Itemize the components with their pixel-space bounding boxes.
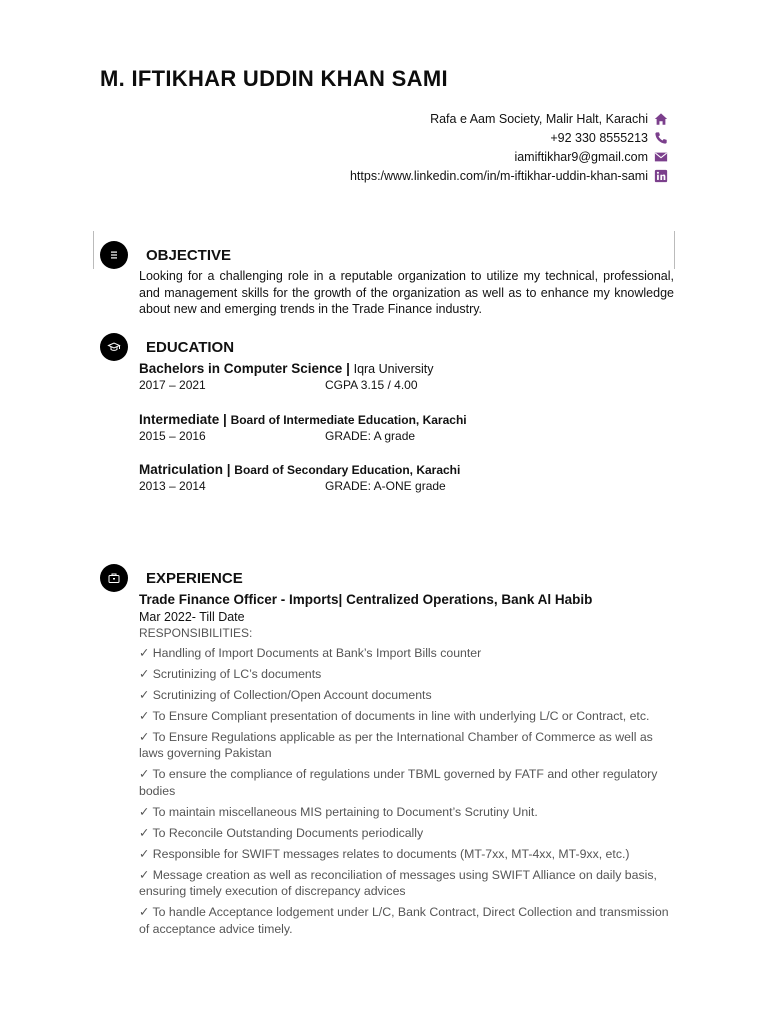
responsibility-item: ✓ To Ensure Compliant presentation of documents in line with underlying L/C or Contract, etc.	[139, 708, 650, 723]
menu-lines-icon	[100, 241, 128, 269]
contact-block	[350, 109, 668, 185]
linkedin-icon	[654, 169, 668, 183]
education-heading: EDUCATION	[146, 339, 235, 356]
education-grade: GRADE: A-ONE grade	[325, 479, 446, 493]
contact-linkedin	[350, 166, 668, 185]
responsibility-item: ✓ Responsible for SWIFT messages relates to documents (MT-7xx, MT-4xx, MT-9xx, etc.)	[139, 846, 630, 861]
contact-email	[350, 147, 668, 166]
phone-text: +92 330 8555213	[550, 130, 648, 145]
responsibility-item: ✓ To handle Acceptance lodgement under L/C, Bank Contract, Direct Collection and transmission of acceptance advice timely.	[139, 905, 669, 936]
responsibility-item: ✓ To Reconcile Outstanding Documents periodically	[139, 825, 424, 840]
degree-name: Matriculation	[139, 462, 224, 477]
education-years: 2013 – 2014	[139, 479, 206, 493]
responsibility-item: ✓ Scrutinizing of LC’s documents	[139, 666, 322, 681]
objective-frame-left	[93, 231, 94, 269]
briefcase-icon	[100, 564, 128, 592]
address-text: Rafa e Aam Society, Malir Halt, Karachi	[430, 111, 648, 126]
education-grade: GRADE: A grade	[325, 429, 416, 443]
education-years: 2015 – 2016	[139, 429, 206, 443]
experience-heading: EXPERIENCE	[146, 570, 243, 587]
separator: |	[223, 462, 235, 477]
education-grade: CGPA 3.15 / 4.00	[325, 378, 418, 392]
responsibility-item: ✓ To Ensure Regulations applicable as per the International Chamber of Commerce as well as laws governing Pakistan	[139, 729, 653, 760]
separator: |	[219, 412, 231, 427]
candidate-name: M. IFTIKHAR UDDIN KHAN SAMI	[100, 66, 448, 91]
contact-phone	[350, 128, 668, 147]
education-entry	[139, 462, 679, 493]
home-icon	[654, 112, 668, 126]
linkedin-text: https:/www.linkedin.com/in/m-iftikhar-uddin-khan-sami	[349, 168, 648, 183]
experience-entry	[139, 592, 679, 937]
responsibility-item: ✓ Handling of Import Documents at Bank’s Import Bills counter	[139, 645, 482, 660]
job-date: Mar 2022- Till Date	[139, 610, 245, 624]
degree-name: Bachelors in Computer Science	[139, 361, 343, 376]
responsibilities-label: RESPONSIBILITIES:	[139, 626, 253, 640]
objective-frame-right	[674, 231, 675, 269]
objective-heading: OBJECTIVE	[146, 247, 232, 264]
institution-name: Board of Intermediate Education, Karachi	[230, 413, 467, 427]
contact-address	[350, 109, 668, 128]
email-text: iamiftikhar9@gmail.com	[514, 149, 648, 164]
graduation-cap-icon	[100, 333, 128, 361]
responsibility-item: ✓ To maintain miscellaneous MIS pertaining to Document’s Scrutiny Unit.	[139, 804, 538, 819]
education-entry	[139, 361, 679, 392]
responsibility-item: ✓ Scrutinizing of Collection/Open Account documents	[139, 687, 432, 702]
institution-name: Board of Secondary Education, Karachi	[234, 463, 461, 477]
objective-text: Looking for a challenging role in a reputable organization to utilize my technical, professional, and management skills for the growth of the organization as well as to enhance my knowledge about new and emerging trends in the Trade Finance industry.	[139, 269, 674, 316]
phone-icon	[654, 131, 668, 145]
responsibilities-list	[139, 645, 679, 938]
job-title: Trade Finance Officer - Imports| Centralized Operations, Bank Al Habib	[139, 592, 593, 607]
separator: |	[342, 361, 354, 376]
education-entry	[139, 412, 679, 443]
education-years: 2017 – 2021	[139, 378, 206, 392]
institution-name: Iqra University	[353, 362, 434, 376]
responsibility-item: ✓ To ensure the compliance of regulations under TBML governed by FATF and other regulatory bodies	[139, 767, 658, 798]
email-icon	[654, 150, 668, 164]
responsibility-item: ✓ Message creation as well as reconciliation of messages using SWIFT Alliance on daily basis, ensuring timely execution of discrepancy advices	[139, 867, 657, 898]
degree-name: Intermediate	[139, 412, 220, 427]
